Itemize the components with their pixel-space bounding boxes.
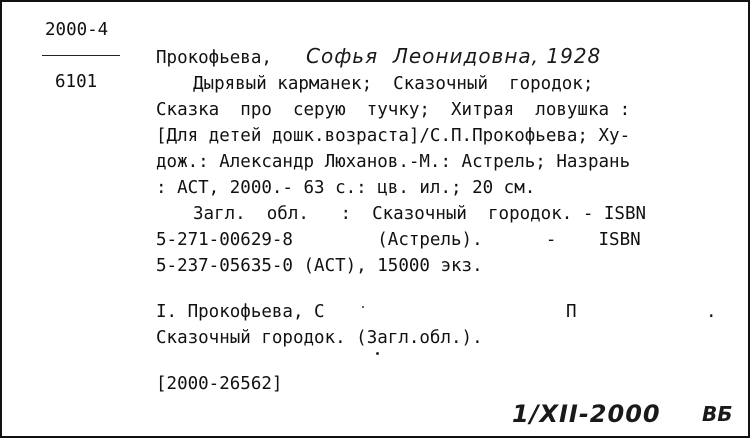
description-line: : АСТ, 2000.- 63 с.: цв. ил.; 20 см. — [156, 178, 536, 198]
handwritten-initials: ВБ — [702, 402, 733, 426]
ink-speck — [376, 352, 379, 355]
tracing-title: Сказочный городок. (Загл.обл.). — [156, 328, 483, 348]
shelf-code-divider — [42, 55, 120, 56]
description-line: Дырявый карманек; Сказочный городок; — [193, 74, 594, 94]
author-heading-typed: Прокофьева, — [156, 48, 272, 68]
author-heading-handwritten: Софья Леонидовна, 1928 — [306, 44, 602, 68]
note-line: 5-237-05635-0 (АСТ), 15000 экз. — [156, 256, 483, 276]
shelf-code: 2000-4 — [45, 20, 109, 40]
description-line: [Для детей дошк.возраста]/С.П.Прокофьева; Ху- — [156, 126, 631, 146]
tracing-author-initial: П — [566, 302, 577, 322]
note-line: 5-271-00629-8 (Астрель). - ISBN — [156, 230, 641, 250]
call-number: 6101 — [55, 72, 98, 92]
note-line: Загл. обл. : Сказочный городок. - ISBN — [193, 204, 647, 224]
record-number: [2000-26562] — [156, 374, 283, 394]
description-line: Сказка про серую тучку; Хитрая ловушка : — [156, 100, 631, 120]
description-line: дож.: Александр Люханов.-М.: Астрель; Назрань — [156, 152, 631, 172]
tracing-author: I. Прокофьева, С — [156, 302, 325, 322]
handwritten-date: 1/XII-2000 — [512, 400, 661, 428]
tracing-author-end: . — [706, 302, 717, 322]
ink-speck — [362, 306, 364, 308]
